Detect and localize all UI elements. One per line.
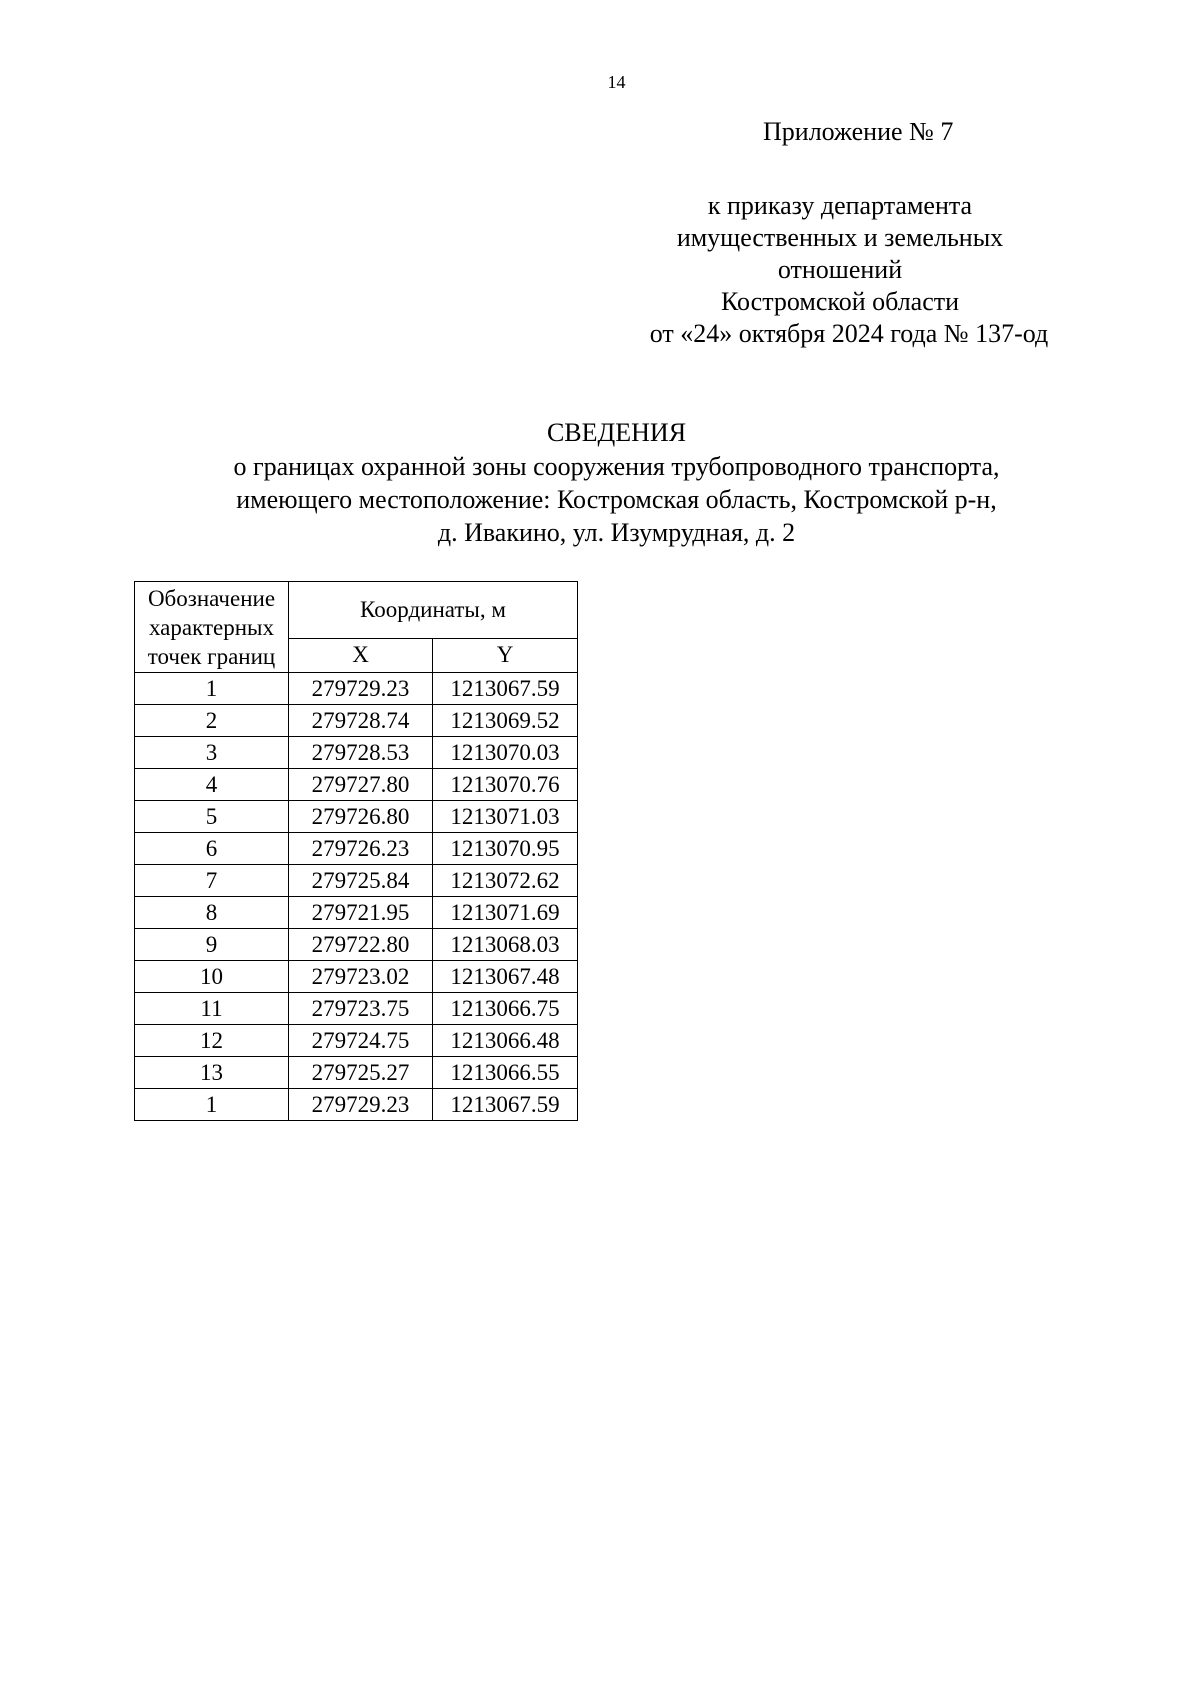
table-row <box>135 705 578 737</box>
y-cell: 1213068.03 <box>433 929 578 961</box>
y-cell: 1213067.48 <box>433 961 578 993</box>
coordinates-table <box>134 581 578 1121</box>
coordinates-header: Координаты, м <box>289 582 578 639</box>
document-title: СВЕДЕНИЯ <box>546 418 687 447</box>
point-cell: 10 <box>135 961 289 993</box>
point-cell: 2 <box>135 705 289 737</box>
x-cell: 279729.23 <box>289 1089 433 1121</box>
x-cell: 279728.74 <box>289 705 433 737</box>
point-cell: 9 <box>135 929 289 961</box>
table-row <box>135 961 578 993</box>
point-cell: 4 <box>135 769 289 801</box>
point-cell: 12 <box>135 1025 289 1057</box>
point-cell: 7 <box>135 865 289 897</box>
point-header-line: точек границ <box>147 643 276 669</box>
order-line: к приказу департамента <box>707 191 973 220</box>
point-cell: 3 <box>135 737 289 769</box>
document-subtitle-line: имеющего местоположение: Костромская область, Костромской р-н, <box>236 485 997 514</box>
point-cell: 1 <box>135 1089 289 1121</box>
order-line: Костромской области <box>720 287 960 316</box>
document-heading <box>0 416 1200 549</box>
x-cell: 279721.95 <box>289 897 433 929</box>
y-cell: 1213070.95 <box>433 833 578 865</box>
point-header <box>135 582 289 673</box>
x-cell: 279726.80 <box>289 801 433 833</box>
x-cell: 279727.80 <box>289 769 433 801</box>
y-cell: 1213070.76 <box>433 769 578 801</box>
x-cell: 279723.02 <box>289 961 433 993</box>
x-cell: 279725.27 <box>289 1057 433 1089</box>
table-header-row <box>135 582 578 639</box>
x-header: X <box>289 638 433 672</box>
x-cell: 279722.80 <box>289 929 433 961</box>
point-header-line: характерных <box>148 614 274 640</box>
y-cell: 1213066.55 <box>433 1057 578 1089</box>
table-body <box>135 673 578 1121</box>
y-cell: 1213069.52 <box>433 705 578 737</box>
y-cell: 1213072.62 <box>433 865 578 897</box>
y-cell: 1213067.59 <box>433 1089 578 1121</box>
table-row <box>135 1057 578 1089</box>
table-row <box>135 801 578 833</box>
y-cell: 1213066.48 <box>433 1025 578 1057</box>
y-cell: 1213071.03 <box>433 801 578 833</box>
y-cell: 1213066.75 <box>433 993 578 1025</box>
table-row <box>135 833 578 865</box>
document-subtitle-line: о границах охранной зоны сооружения трубопроводного транспорта, <box>233 452 1000 481</box>
point-cell: 6 <box>135 833 289 865</box>
order-date-line: от «24» октября 2024 года № 137-од <box>649 319 1049 348</box>
table-row <box>135 993 578 1025</box>
table-row <box>135 929 578 961</box>
x-cell: 279725.84 <box>289 865 433 897</box>
order-reference <box>610 190 1070 350</box>
x-cell: 279728.53 <box>289 737 433 769</box>
point-cell: 8 <box>135 897 289 929</box>
point-cell: 13 <box>135 1057 289 1089</box>
page-number: 14 <box>607 72 626 92</box>
point-cell: 11 <box>135 993 289 1025</box>
point-header-line: Обозначение <box>147 585 276 611</box>
point-cell: 1 <box>135 673 289 705</box>
document-subtitle-line: д. Ивакино, ул. Изумрудная, д. 2 <box>437 518 796 547</box>
order-line: отношений <box>777 255 903 284</box>
point-cell: 5 <box>135 801 289 833</box>
appendix-title: Приложение № 7 <box>763 117 954 146</box>
table-row <box>135 1025 578 1057</box>
order-line: имущественных и земельных <box>676 223 1004 252</box>
table-row <box>135 737 578 769</box>
table-row <box>135 673 578 705</box>
table-row <box>135 865 578 897</box>
table-row <box>135 897 578 929</box>
x-cell: 279729.23 <box>289 673 433 705</box>
y-cell: 1213070.03 <box>433 737 578 769</box>
y-cell: 1213071.69 <box>433 897 578 929</box>
table-row <box>135 1089 578 1121</box>
y-header: Y <box>433 638 578 672</box>
table-row <box>135 769 578 801</box>
x-cell: 279726.23 <box>289 833 433 865</box>
x-cell: 279723.75 <box>289 993 433 1025</box>
x-cell: 279724.75 <box>289 1025 433 1057</box>
y-cell: 1213067.59 <box>433 673 578 705</box>
